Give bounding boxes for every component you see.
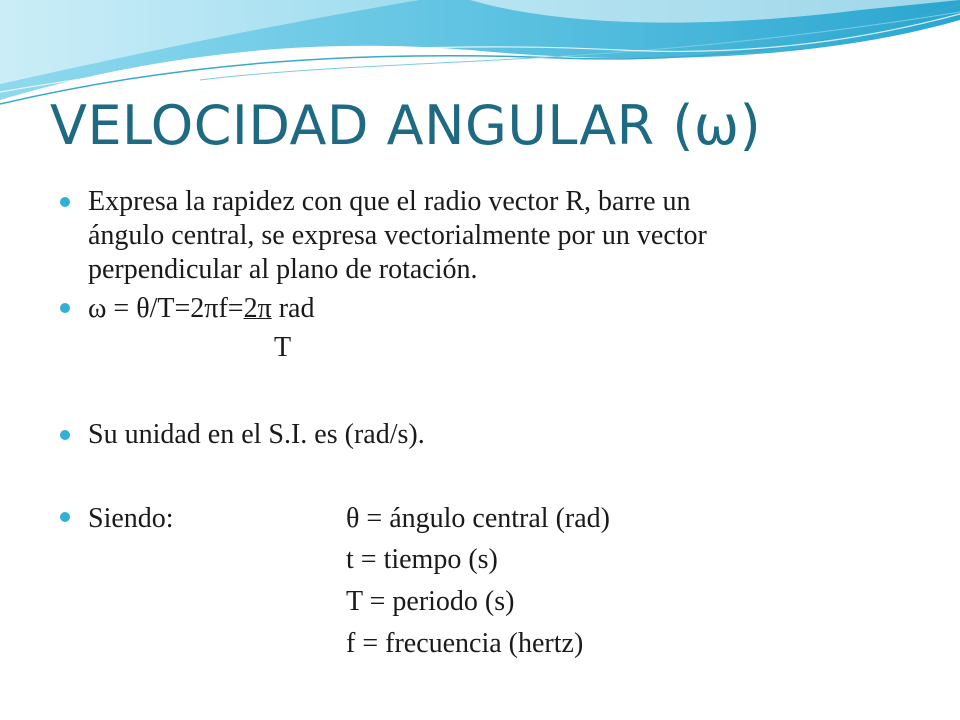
where-item-period: T = periodo (s) [346,586,515,617]
definition-line-1: Expresa la rapidez con que el radio vector R, barre un [88,186,691,217]
definition-line-3: perpendicular al plano de rotación. [88,254,478,285]
formula-denominator: T [274,332,292,363]
slide-title: VELOCIDAD ANGULAR (ω) [50,94,762,157]
where-item-angle: θ = ángulo central (rad) [346,503,610,534]
bullet-icon [60,303,70,313]
bullet-icon [60,430,70,440]
bullet-icon [60,197,70,207]
where-label: Siendo: [88,503,174,534]
definition-line-2: ángulo central, se expresa vectorialmente por un vector [88,220,707,251]
formula-line [88,292,314,325]
formula-prefix: ω = θ/T=2πf= [88,293,244,324]
where-item-frequency: f = frecuencia (hertz) [346,628,584,659]
formula-underlined: 2π [243,293,272,324]
formula-suffix: rad [271,293,315,324]
unit-text: Su unidad en el S.I. es (rad/s). [88,419,425,450]
bullet-icon [60,512,70,522]
where-item-time: t = tiempo (s) [346,544,498,575]
